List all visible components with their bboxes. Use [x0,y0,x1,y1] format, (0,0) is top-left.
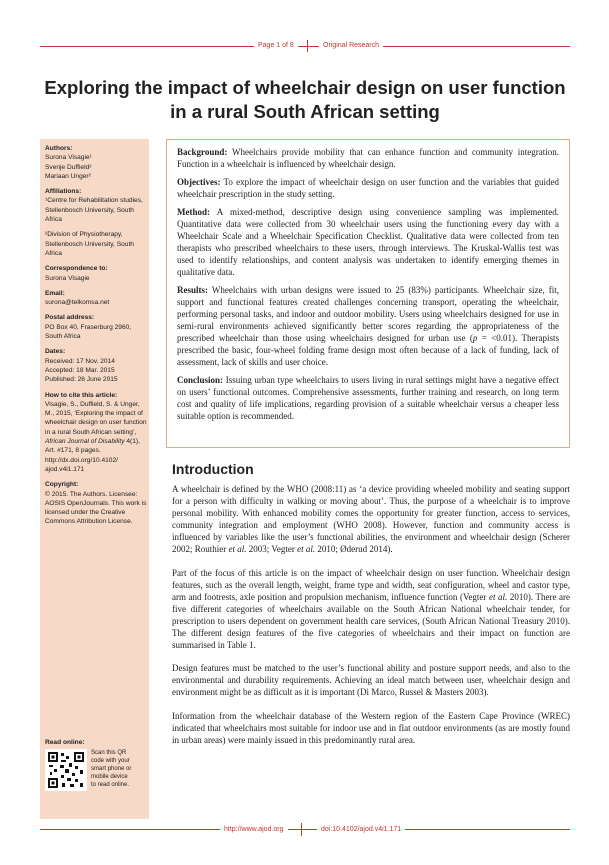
copyright-text: © 2015. The Authors. Licensee: AOSIS OpenJournals. This work is licensed under the Creative Commons Attribution License. [45,490,147,526]
postal-address: PO Box 40, Fraserburg 2960, South Africa [45,323,132,341]
intro-paragraph-1: A wheelchair is defined by the WHO (2008:11) as ‘a device providing wheeled mobility and seating support for a person with difficulty in walking or moving about’. Thus, the purpose of a wheelchair is to improve personal mobility. With enhanced mobility comes the opportunity for greater function, access to services, community integration and employment (WHO 2008). However, function and community access is influenced by variables like the user’s functional abilities, the environment and wheelchair design (Scherer 2002; Routhier et al. 2003; Vegter et al. 2010; Øderud 2014). [172,484,570,555]
read-online-box [45,739,145,791]
article-title: Exploring the impact of wheelchair design on user function in a rural South African setting [44,77,566,122]
dates-heading: Dates: [45,348,66,356]
authors-list: Surona Visagie¹ Svenje Duffield² Mariaan Unger² [45,154,92,180]
cite-text [45,400,147,474]
postal-heading: Postal address: [45,314,95,322]
journal-url[interactable]: http://www.ajod.org [220,826,288,833]
introduction-body [172,483,570,757]
page-number: Page 1 of 8 [254,42,298,49]
header-separator [307,40,308,52]
intro-paragraph-2: Part of the focus of this article is on the impact of wheelchair design on user function. Wheelchair design features, such as the overall length, weight, frame type and width, seat configuration, wheel and castor type, arm and footrests, axle position and propulsion mechanism, influence function (Vegter et al. 2010). There are five different categories of wheelchairs available on the South African National wheelchair tender, for prescription to users dependent on government health care services, (South African National Treasury 2010). The different design features of the five categories of wheelchairs and their impact on function are summarised in Table 1. [172,567,570,651]
abstract-objectives: Objectives: To explore the impact of wheelchair design on user function and the variables that guided wheelchair prescription in the study setting. [177,177,559,199]
abstract-box [166,139,570,448]
abstract-background: Background: Wheelchairs provide mobility that can enhance function and community integration. Function in a wheelchair is influenced by wheelchair design. [177,147,559,169]
footer-rule [40,829,570,830]
email-link[interactable]: surona@telkomsa.net [45,299,110,307]
cite-heading: How to cite this article: [45,391,118,399]
affiliation-2: ²Division of Physiotherapy, Stellenbosch University, South Africa [45,231,134,257]
introduction-heading: Introduction [172,461,254,477]
abstract-method: Method: A mixed-method, descriptive design using convenience sampling was implemented. Quantitative data were collected from 30 wheelchair users using the functioning every day with a Wheelchair Scale and a Wheelchair Specification Checklist. Qualitative data were collected from ten therapists who prescribed wheelchairs to these users, through interviews. The Kruskal-Wallis test was used to identify relationships, and content analysis was undertaken to identify emerging themes in qualitative data. [177,207,559,277]
abstract-conclusion: Conclusion: Issuing urban type wheelchairs to users living in rural settings might have a negative effect on users’ functional outcomes. Comprehensive assessments, further training and research, on long term cost and quality of life implications, regarding provision of a suitable wheelchair versus a cheaper less suitable option is recommended. [177,375,559,421]
intro-paragraph-4: Information from the wheelchair database of the Western region of the Eastern Cape Province (WREC) indicated that wheelchairs most suitable for indoor use and in flat outdoor environments (as are mostly found in urban areas) were mainly issued in this predominantly rural area. [172,710,570,745]
cite-journal: African Journal of Disability [45,438,125,446]
cite-part-b[interactable]: 4(1), Art. #171, 8 pages. http://dx.doi.org/10.4102/ ajod.v4i1.171 [45,438,140,473]
correspondence-heading: Correspondence to: [45,265,108,273]
article-type: Original Research [319,42,383,49]
affiliation-1: ¹Centre for Rehabilitation studies, Stellenbosch University, South Africa [45,197,143,224]
authors-heading: Authors: [45,145,73,152]
header-rule [40,46,570,47]
read-online-text: Scan this QR code with your smart phone or mobile device to read online. [91,750,132,788]
dates-list: Received: 17 Nov. 2014 Accepted: 18 Mar. 2015 Published: 26 June 2015 [45,357,118,384]
cite-part-a: Visagie, S., Duffield, S. & Unger, M., 2015, ‘Exploring the impact of wheelchair design on user function in a rural South African setting’, [45,400,147,436]
sidebar [40,139,149,819]
correspondence-name: Surona Visagie [45,274,90,282]
affiliations-heading: Affiliations: [45,188,82,196]
qr-code-icon[interactable] [45,749,87,791]
abstract-results: Results: Wheelchairs with urban designs were issued to 25 (83%) participants. Wheelchair size, fit, support and functional features created challenges concerning transport, operating the wheelchair, performing personal tasks, and indoor and outdoor mobility. Users using wheelchairs designed for use in semi-rural environments achieved significantly better scores regarding the appropriateness of the prescribed wheelchair than those using wheelchairs designed for urban use (p = <0.01). Therapists prescribed the basic, four-wheel folding frame design most often because of a lack of funding, lack of assessment, lack of skills and user choice. [177,285,559,367]
footer-separator [301,823,302,836]
read-online-heading: Read online: [45,739,85,746]
copyright-heading: Copyright: [45,481,79,489]
intro-paragraph-3: Design features must be matched to the user’s functional ability and posture support needs, and also to the environmental and durability requirements. Achieving an ideal match between user, wheelchair design and environment might be as difficult as it is important (Di Marco, Russel & Masters 2003). [172,663,570,698]
article-doi[interactable]: doi:10.4102/ajod.v4i1.171 [317,826,405,833]
email-heading: Email: [45,289,65,297]
